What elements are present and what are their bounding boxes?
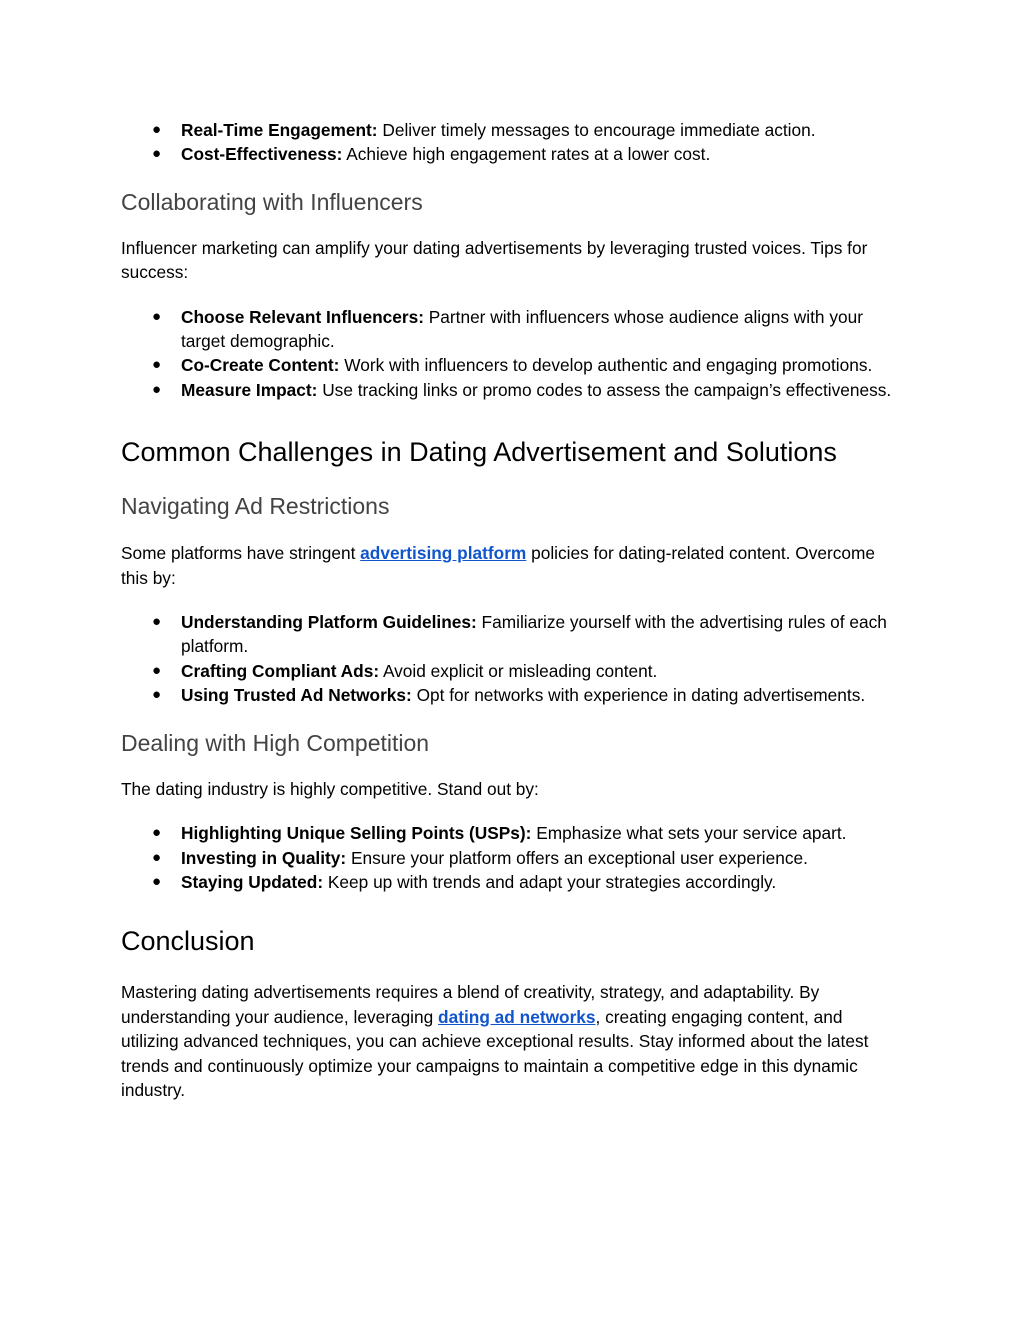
bullet-icon: ● bbox=[152, 356, 162, 374]
restrictions-bullet-list bbox=[121, 610, 901, 708]
influencers-bullet-list bbox=[121, 305, 901, 403]
bullet-icon: ● bbox=[152, 824, 162, 842]
bullet-icon: ● bbox=[152, 613, 162, 631]
bullet-text: Keep up with trends and adapt your strategies accordingly. bbox=[323, 871, 777, 892]
document-page bbox=[121, 118, 901, 1102]
bullet-text: Familiarize yourself with the advertising rules of each platform. bbox=[181, 612, 887, 657]
competition-heading: Dealing with High Competition bbox=[121, 729, 430, 756]
restrictions-intro-before: Some platforms have stringent bbox=[121, 543, 361, 564]
bullet-term: Measure Impact: bbox=[181, 379, 318, 400]
list-item bbox=[121, 353, 901, 377]
bullet-term: Using Trusted Ad Networks: bbox=[181, 685, 412, 706]
bullet-term: Highlighting Unique Selling Points (USPs): bbox=[181, 823, 532, 844]
bullet-term: Co-Create Content: bbox=[181, 355, 340, 376]
bullet-term: Staying Updated: bbox=[181, 871, 324, 892]
bullet-icon: ● bbox=[152, 121, 162, 138]
conclusion-text-before: Mastering dating advertisements requires a blend of creativity, strategy, and adaptability. By understanding your audience, leveraging bbox=[121, 982, 820, 1027]
list-item bbox=[121, 846, 901, 870]
list-item bbox=[121, 118, 901, 142]
bullet-text: Work with influencers to develop authentic and engaging promotions. bbox=[339, 355, 873, 376]
bullet-icon: ● bbox=[152, 661, 162, 679]
bullet-text: Emphasize what sets your service apart. bbox=[531, 823, 847, 844]
influencers-intro: Influencer marketing can amplify your dating advertisements by leveraging trusted voices. Tips for success: bbox=[121, 237, 868, 283]
list-item bbox=[121, 821, 901, 845]
advertising-platform-link[interactable]: advertising platform bbox=[360, 543, 527, 564]
conclusion-text bbox=[121, 980, 901, 1102]
restrictions-heading: Navigating Ad Restrictions bbox=[121, 493, 390, 520]
bullet-text: Partner with influencers whose audience aligns with your target demographic. bbox=[181, 306, 863, 352]
bullet-text: Deliver timely messages to encourage immediate action. bbox=[377, 120, 816, 140]
bullet-icon: ● bbox=[152, 307, 162, 325]
list-item bbox=[121, 305, 901, 354]
list-item bbox=[121, 142, 901, 166]
conclusion-heading: Conclusion bbox=[121, 926, 255, 957]
influencers-heading: Collaborating with Influencers bbox=[121, 188, 423, 215]
bullet-icon: ● bbox=[152, 145, 162, 163]
bullet-text: Ensure your platform offers an exceptional user experience. bbox=[346, 847, 808, 868]
restrictions-intro-after: policies for dating-related content. Overcome this by: bbox=[121, 543, 875, 588]
bullet-term: Choose Relevant Influencers: bbox=[181, 306, 424, 327]
bullet-text: Avoid explicit or misleading content. bbox=[379, 660, 658, 681]
competition-intro: The dating industry is highly competitive. Stand out by: bbox=[121, 778, 539, 799]
bullet-text: Opt for networks with experience in dating advertisements. bbox=[411, 685, 866, 706]
bullet-term: Understanding Platform Guidelines: bbox=[181, 612, 477, 633]
bullet-term: Real-Time Engagement: bbox=[181, 120, 378, 140]
list-item bbox=[121, 870, 901, 894]
list-item bbox=[121, 378, 901, 402]
bullet-text: Use tracking links or promo codes to assess the campaign’s effectiveness. bbox=[317, 379, 892, 400]
bullet-icon: ● bbox=[152, 380, 162, 398]
bullet-text: Achieve high engagement rates at a lower cost. bbox=[342, 144, 711, 165]
bullet-term: Investing in Quality: bbox=[181, 847, 347, 868]
restrictions-intro bbox=[121, 541, 901, 590]
bullet-icon: ● bbox=[152, 686, 162, 704]
bullet-term: Crafting Compliant Ads: bbox=[181, 660, 380, 681]
conclusion-text-after: , creating engaging content, and utilizing advanced techniques, you can achieve exceptional results. Stay informed about the latest trends and continuously optimize your campaigns to maintain a competitive edge in this dynamic industry. bbox=[121, 1006, 869, 1100]
dating-ad-networks-link[interactable]: dating ad networks bbox=[438, 1006, 596, 1027]
list-item bbox=[121, 659, 901, 683]
competition-bullet-list bbox=[121, 821, 901, 894]
list-item bbox=[121, 610, 901, 659]
bullet-icon: ● bbox=[152, 872, 162, 890]
bullet-term: Cost-Effectiveness: bbox=[181, 144, 343, 165]
bullet-icon: ● bbox=[152, 848, 162, 866]
challenges-heading: Common Challenges in Dating Advertisement and Solutions bbox=[121, 437, 837, 468]
list-item bbox=[121, 683, 901, 707]
top-bullet-list bbox=[121, 118, 901, 167]
